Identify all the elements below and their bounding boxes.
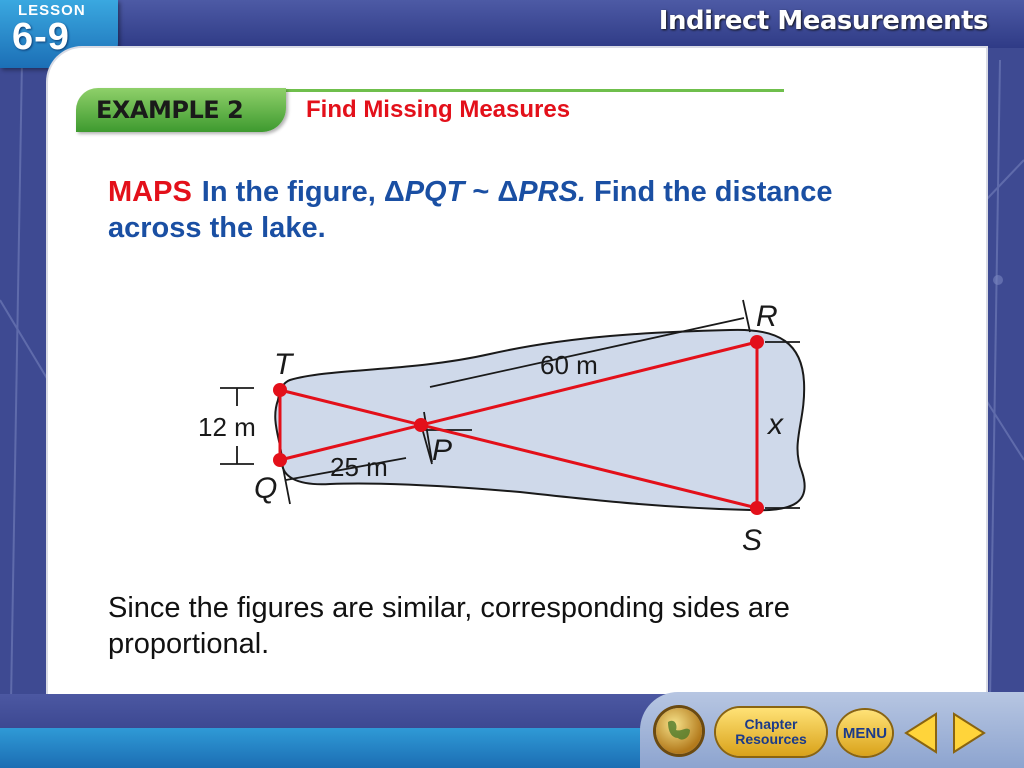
problem-text	[108, 174, 868, 246]
problem-text-2: Find the distance across the lake.	[108, 176, 833, 244]
point-r	[750, 335, 764, 349]
example-tab-line	[282, 89, 784, 92]
label-r: R	[756, 300, 778, 333]
label-tq: 12 m	[198, 412, 256, 442]
triangle-pqt: PQT	[404, 176, 465, 208]
problem-text-1: In the figure, Δ	[201, 176, 405, 208]
next-button[interactable]	[950, 712, 988, 754]
menu-button[interactable]	[838, 710, 892, 756]
arrow-right-icon	[954, 714, 984, 752]
problem-tag: MAPS	[108, 176, 192, 208]
point-q	[273, 453, 287, 467]
label-p: P	[432, 434, 453, 467]
example-title: Find Missing Measures	[306, 96, 571, 123]
point-s	[750, 501, 764, 515]
example-label: EXAMPLE 2	[96, 96, 244, 124]
globe-icon	[656, 708, 702, 754]
statement-text: Since the figures are similar, corresponding sides are proportional.	[108, 592, 790, 660]
point-p	[414, 418, 428, 432]
label-qp: 25 m	[330, 452, 388, 482]
lesson-title: Indirect Measurements	[658, 6, 988, 36]
label-q: Q	[254, 472, 278, 505]
label-t: T	[274, 348, 293, 381]
menu-label: MENU	[842, 724, 888, 742]
previous-button[interactable]	[902, 712, 940, 754]
label-s: S	[742, 524, 763, 557]
triangle-prs: PRS.	[518, 176, 586, 208]
label-pr: 60 m	[540, 350, 598, 380]
label-rs: x	[768, 408, 783, 441]
lake-figure	[190, 292, 830, 562]
lesson-word: LESSON	[18, 2, 86, 19]
globe-button[interactable]	[656, 708, 702, 754]
arrow-left-icon	[906, 714, 936, 752]
lesson-number: 6-9	[12, 16, 70, 58]
chapter-resources-button[interactable]	[716, 708, 826, 756]
example-tab	[76, 88, 286, 132]
similar-symbol: ~ Δ	[464, 176, 519, 208]
chapter-resources-label: Chapter Resources	[735, 716, 807, 747]
point-t	[273, 383, 287, 397]
